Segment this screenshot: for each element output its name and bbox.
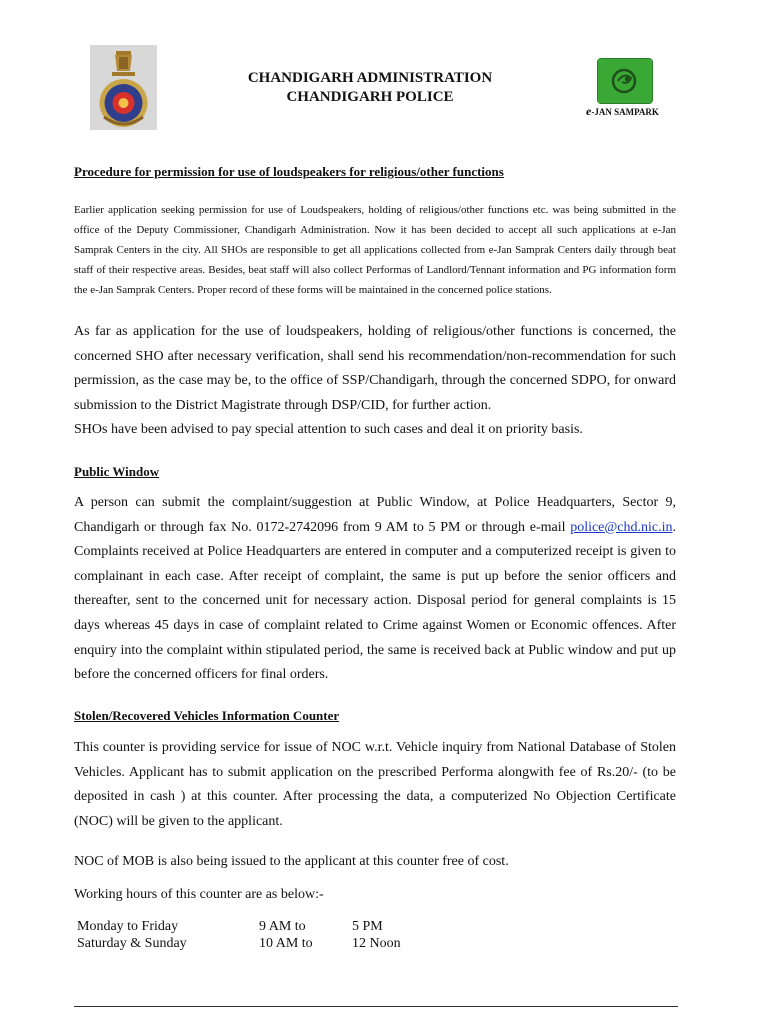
loudspeaker-intro-paragraph: Earlier application seeking permission for use of Loudspeakers, holding of religious/other functions etc. was being submitted in the office of the Deputy Commissioner, Chandigarh Administration. Now it has been decided to accept all such applications at e-Jan Samprak Centers in the city. All SHOs are responsible to get all applications collected from e-Jan Samprak Centers daily through beat staff of their respective areas. Besides, beat staff will also collect Performas of Landlord/Tennant information and PG information form the e-Jan Samprak Centers. Proper record of these forms will be maintained in the concerned police stations. xyxy=(74,204,676,296)
hours-from: 9 AM to xyxy=(259,919,306,934)
mob-noc-paragraph: NOC of MOB is also being issued to the applicant at this counter free of cost. xyxy=(74,854,509,869)
vehicle-counter-heading: Stolen/Recovered Vehicles Information Counter xyxy=(74,708,340,723)
vehicle-noc-paragraph: This counter is providing service for issue of NOC w.r.t. Vehicle inquiry from National Database of Stolen Vehicles. Applicant has to submit application on the prescribed Performa alongwith fee of Rs.20/- (to be deposited in cash ) at this counter. After processing the data, a computerized No Objection Certificate (NOC) will be given to the applicant. xyxy=(74,740,676,829)
hours-days: Saturday & Sunday xyxy=(77,935,187,951)
org-title-line2: CHANDIGARH POLICE xyxy=(286,89,454,105)
police-emblem-logo xyxy=(90,45,157,130)
loudspeaker-procedure-heading: Procedure for permission for use of loudspeakers for religious/other functions xyxy=(74,164,504,179)
sho-priority-paragraph: SHOs have been advised to pay special attention to such cases and deal it on priority basis. xyxy=(74,422,583,437)
loudspeaker-recommendation-paragraph: As far as application for the use of loudspeakers, holding of religious/other functions is concerned, the concerned SHO after necessary verification, shall send his recommendation/non-recommendation for such permission, as the case may be, to the office of SSP/Chandigarh, through the concerned SDPO, for onward submission to the District Magistrate through DSP/CID, for further action. xyxy=(74,324,676,413)
hours-to: 12 Noon xyxy=(352,935,401,951)
hours-row xyxy=(77,919,477,936)
hours-from: 10 AM to xyxy=(259,935,313,951)
public-window-heading: Public Window xyxy=(74,464,160,479)
hours-row xyxy=(77,936,477,953)
working-hours-table xyxy=(77,919,477,952)
hours-days: Monday to Friday xyxy=(77,919,179,934)
emblem-icon xyxy=(90,45,157,130)
public-window-paragraph: A person can submit the complaint/suggestion at Public Window, at Police Headquarters, Sector 9, Chandigarh or through fax No. 0172-2742096 from 9 AM to 5 PM or through e-mail police@chd.nic.in. Complaints received at Police Headquarters are entered in computer and a computerized receipt is given to complainant in each case. After receipt of complaint, the same is put up before the senior officers and thereafter, sent to the concerned unit for necessary action. Disposal period for general complaints is 15 days whereas 45 days in case of complaint related to Crime against Women or Economic offences. After enquiry into the complaint within stipulated period, the same is received back at Public window and put up before the concerned officers for final orders. xyxy=(74,495,676,683)
e-jan-sampark-label: e-JAN SAMPARK xyxy=(586,104,659,118)
hours-to: 5 PM xyxy=(352,919,383,934)
footer-divider xyxy=(74,1006,678,1007)
email-link[interactable]: police@chd.nic.in xyxy=(570,519,673,535)
e-jan-sampark-logo xyxy=(597,58,653,104)
org-title-line1: CHANDIGARH ADMINISTRATION xyxy=(247,70,493,86)
working-hours-intro: Working hours of this counter are as below:- xyxy=(74,887,324,902)
ejan-swirl-icon xyxy=(598,59,652,103)
